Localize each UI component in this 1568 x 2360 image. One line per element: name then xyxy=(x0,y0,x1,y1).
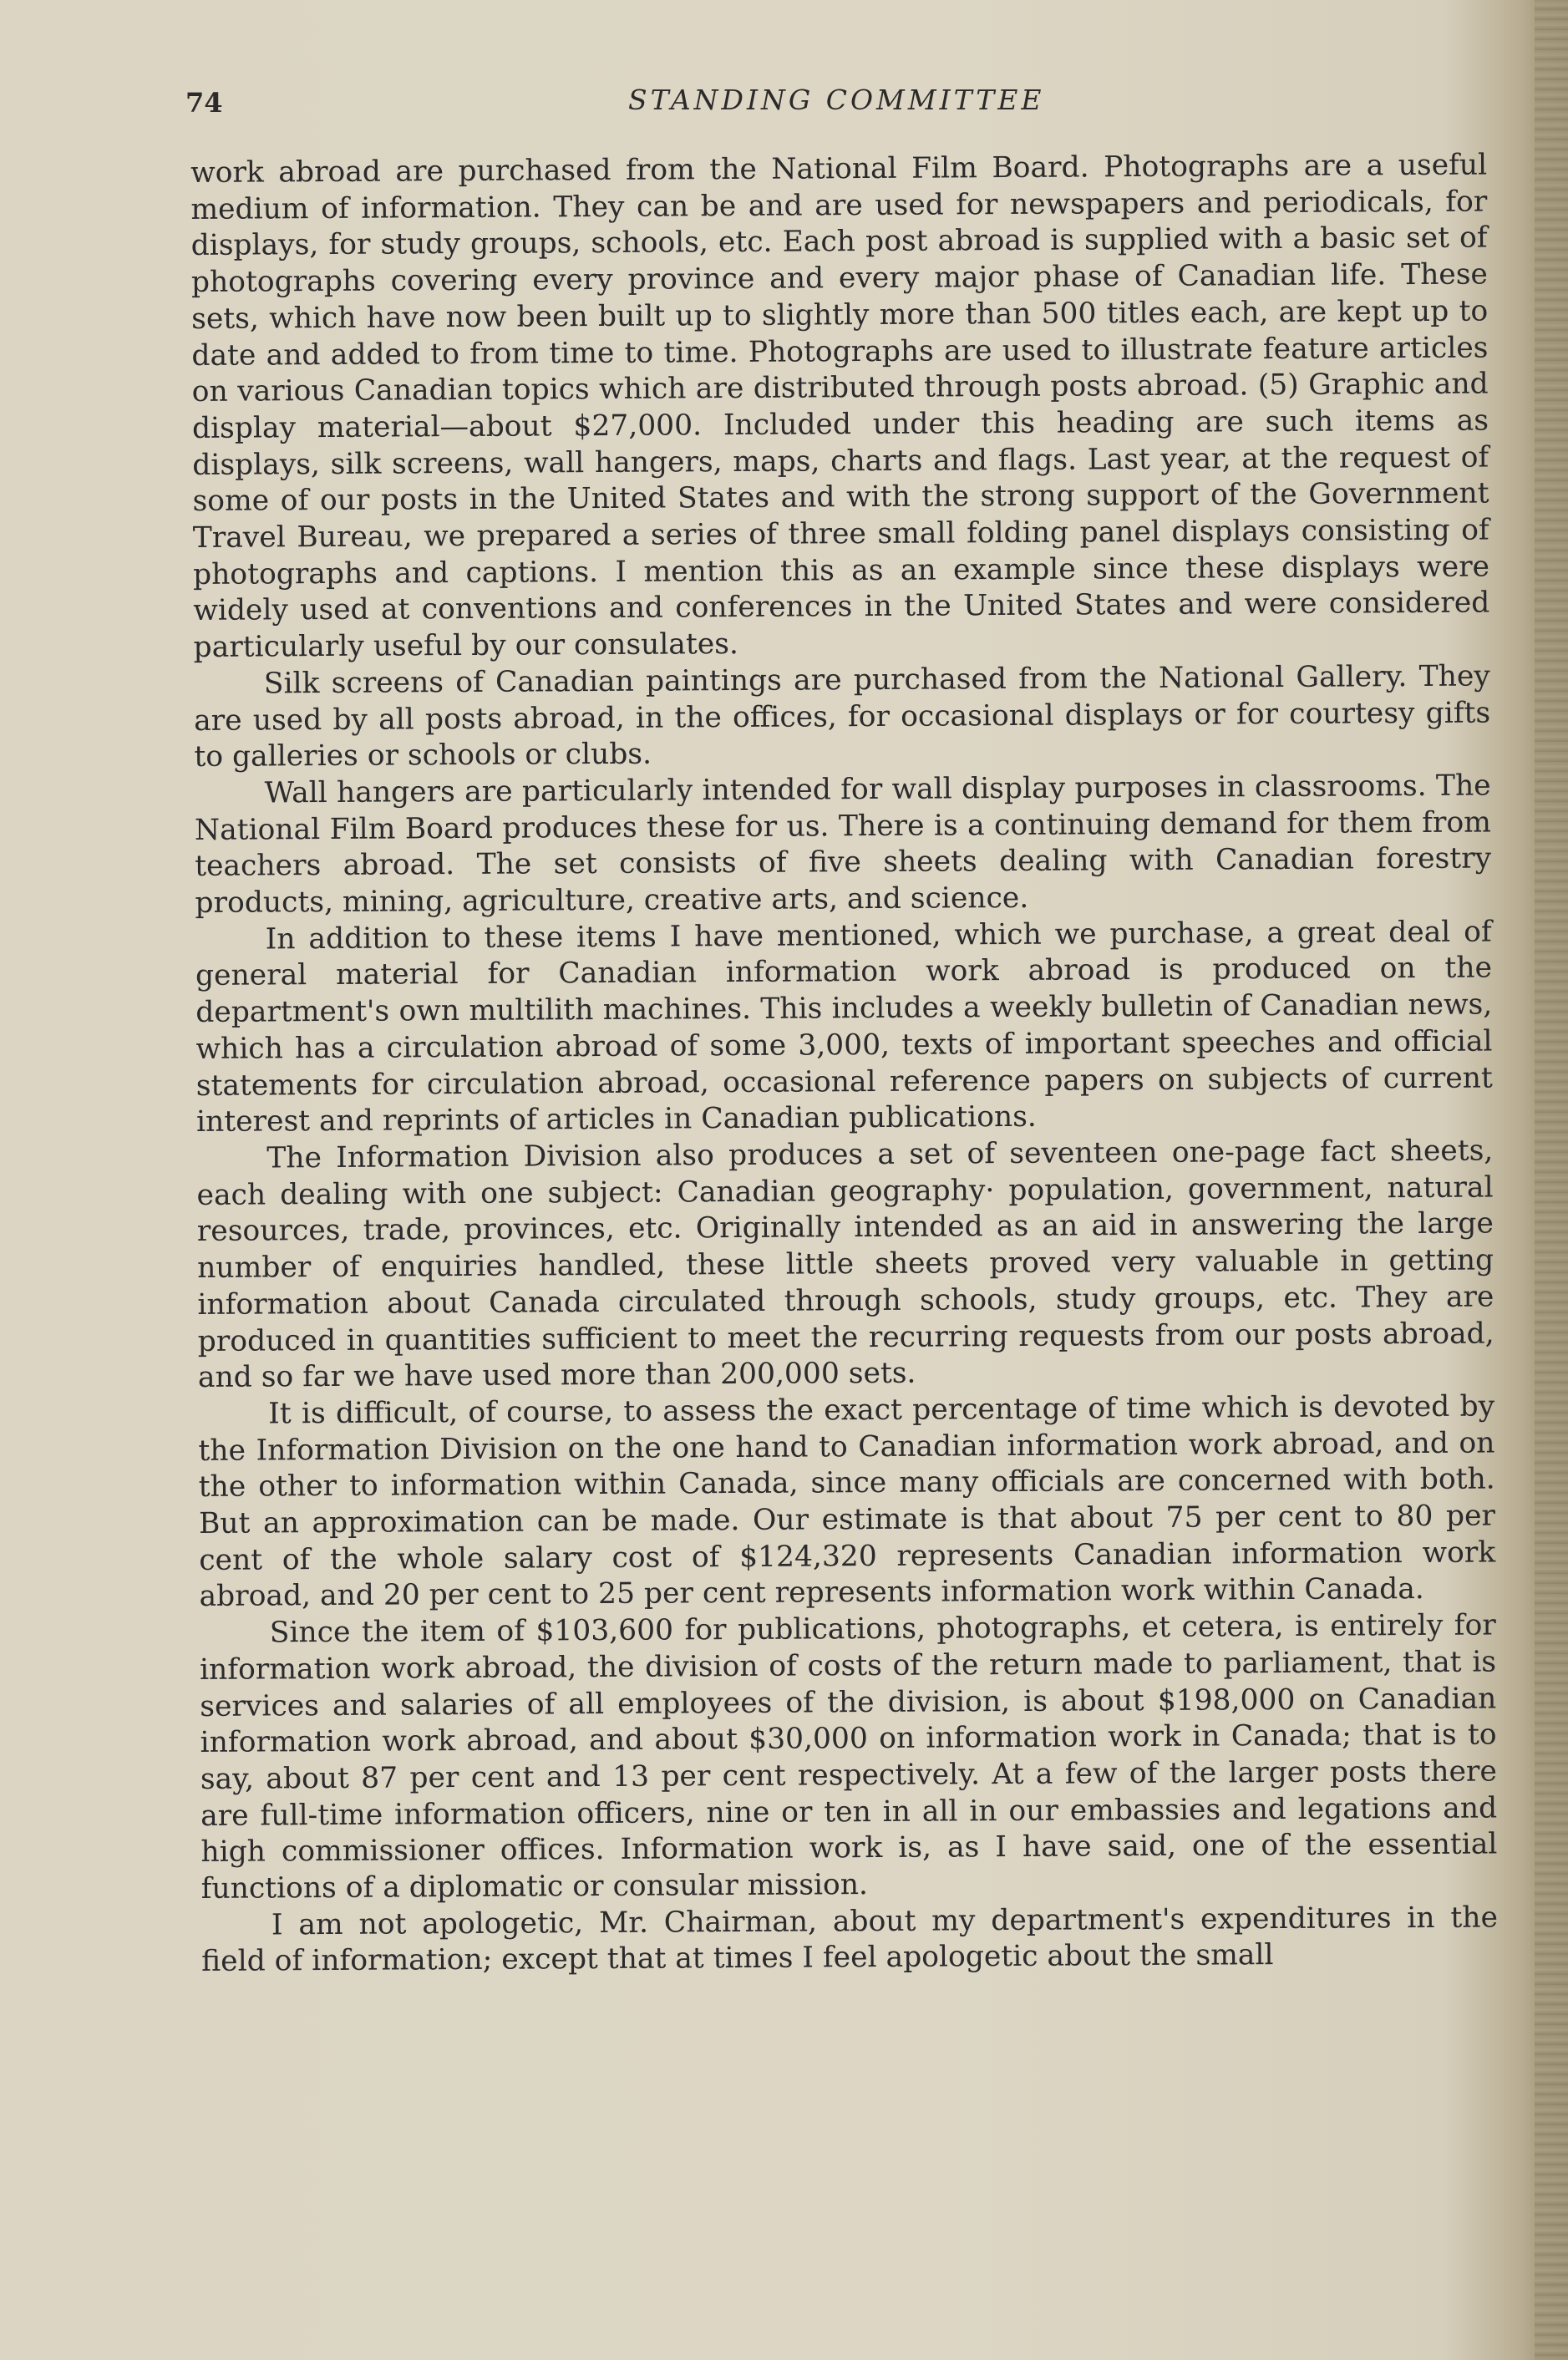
page-edge xyxy=(1535,0,1568,2360)
paragraph: Silk screens of Canadian paintings are purchased from the National Gallery. They are used by all posts abroad, in the offices, for occasional displays or for courtesy gifts to galleries or schools or clubs. xyxy=(194,659,1491,774)
paragraph: In addition to these items I have mentioned, which we purchase, a great deal of general material for Canadian information work abroad is produced on the department's own multilith machines. This includes a weekly bulletin of Canadian news, which has a circulation abroad of some 3,000, texts of important speeches and official statements for circulation abroad, occasional reference papers on subjects of current interest and reprints of articles in Canadian publications. xyxy=(195,915,1493,1139)
paragraph: Since the item of $103,600 for publications, photographs, et cetera, is entirely for information work abroad, the division of costs of the return made to parliament, that is services and salaries of all employees of the division, is about $198,000 on Canadian information work abroad, and about $30,000 on information work in Canada; that is to say, about 87 per cent and 13 per cent respectively. At a few of the larger posts there are full-time information officers, nine or ten in all in our embassies and legations and high commissioner offices. Information work is, as I have said, one of the essential functions of a diplomatic or consular mission. xyxy=(199,1608,1498,1906)
paragraph: work abroad are purchased from the National Film Board. Photographs are a useful medium of information. They can be and are used for newspapers and periodicals, for displays, for study groups, schools, etc. Each post abroad is supplied with a basic set of photographs covering every province and every major phase of Canadian life. These sets, which have now been built up to slightly more than 500 titles each, are kept up to date and added to from time to time. Photographs are used to illustrate feature articles on various Canadian topics which are distributed through posts abroad. (5) Graphic and display material—about $27,000. Included under this heading are such items as displays, silk screens, wall hangers, maps, charts and flags. Last year, at the request of some of our posts in the United States and with the strong support of the Government Travel Bureau, we prepared a series of three small folding panel displays consisting of photographs and captions. I mention this as an example since these displays were widely used at conventions and conferences in the United States and were considered particularly useful by our consulates. xyxy=(190,148,1490,665)
paragraph: I am not apologetic, Mr. Chairman, about my department's expenditures in the field of information; except that at times I feel apologetic about the small xyxy=(201,1901,1499,1979)
page-number: 74 xyxy=(185,87,223,119)
paragraph: It is difficult, of course, to assess the exact percentage of time which is devoted by the Information Division on the one hand to Canadian information work abroad, and on the other to information within Canada, since many officials are concerned with both. But an approximation can be made. Our estimate is that about 75 per cent to 80 per cent of the whole salary cost of $124,320 represents Canadian information work abroad, and 20 per cent to 25 per cent represents information work within Canada. xyxy=(198,1389,1496,1614)
body-text xyxy=(190,148,1498,1982)
paragraph: Wall hangers are particularly intended for wall display purposes in classrooms. The National Film Board produces these for us. There is a continuing demand for them from teachers abroad. The set consists of five sheets dealing with Canadian forestry products, mining, agriculture, creative arts, and science. xyxy=(194,769,1492,921)
running-head: STANDING COMMITTEE xyxy=(628,84,1045,116)
page-header xyxy=(185,84,1489,134)
paragraph: The Information Division also produces a set of seventeen one-page fact sheets, each dealing with one subject: Canadian geography· population, government, natural resources, trade, provinces, etc. Originally intended as an aid in answering the large number of enquiries handled, these little sheets proved very valuable in getting information about Canada circulated through schools, study groups, etc. They are produced in quantities sufficient to meet the recurring requests from our posts abroad, and so far we have used more than 200,000 sets. xyxy=(196,1134,1494,1395)
